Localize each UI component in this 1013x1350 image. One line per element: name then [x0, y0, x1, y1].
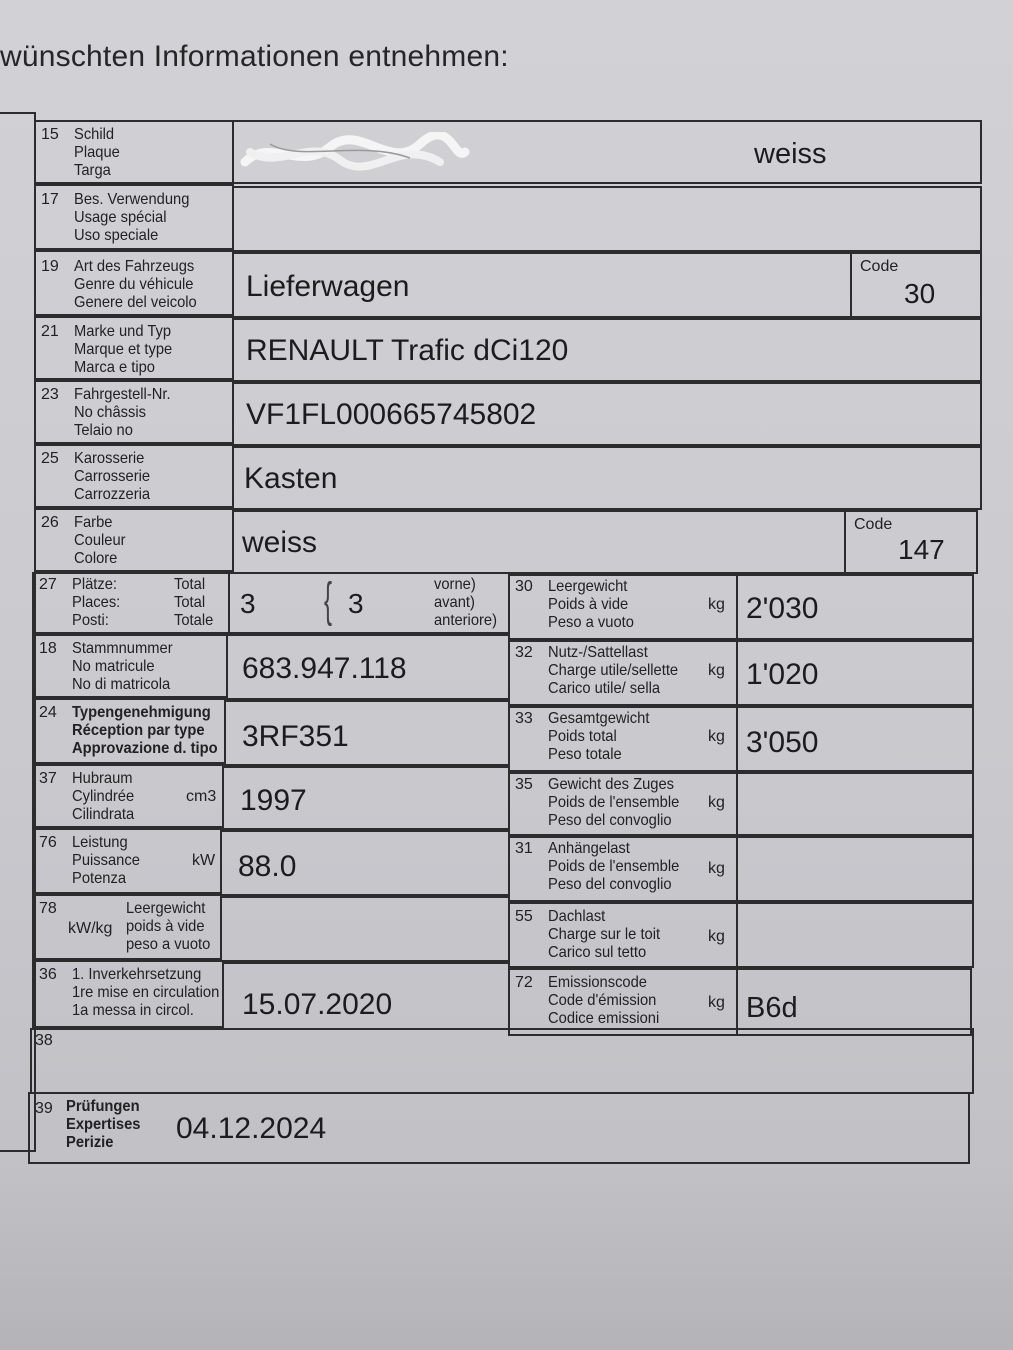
row-72-value-cell [736, 968, 972, 1036]
paper-shadow [0, 1160, 1013, 1350]
field-number: 15 [41, 126, 59, 143]
label-fr: Poids de l'ensemble [548, 858, 680, 875]
field-number: 23 [41, 386, 59, 403]
field-number: 55 [515, 908, 533, 925]
row-23-label-cell [34, 380, 234, 444]
field-number: 17 [41, 191, 59, 208]
label-fr: Places: [72, 594, 121, 611]
row-37-value-cell [222, 766, 510, 830]
row-33-label-cell [508, 706, 738, 772]
redaction-scribble [240, 132, 470, 176]
type-approval-value: 3RF351 [242, 720, 349, 753]
field-number: 32 [515, 644, 533, 661]
label-de: Bes. Verwendung [74, 191, 190, 208]
label-fr: Marque et type [74, 341, 173, 358]
label-it: Peso a vuoto [548, 614, 634, 631]
row-36-label-cell [32, 960, 224, 1028]
row-24-value-cell [224, 700, 510, 766]
vehicle-type-code: 30 [904, 278, 936, 309]
row-30-label-cell [508, 574, 738, 640]
front-label-fr: avant) [434, 594, 475, 611]
label-it: Carico utile/ sella [548, 680, 661, 697]
row-31-value-cell [736, 836, 974, 902]
row-78-value-cell [220, 896, 510, 962]
row-78-label-cell [32, 894, 222, 960]
label-de: Stammnummer [72, 640, 173, 657]
row-35-label-cell [508, 772, 738, 836]
label-fr: Genre du véhicule [74, 276, 194, 293]
row-18-value-cell [226, 634, 510, 700]
front-label-it: anteriore) [434, 612, 498, 629]
label-fr: No châssis [74, 404, 146, 421]
field-number: 21 [41, 323, 59, 340]
row-15-label-cell [34, 120, 234, 184]
field-number: 76 [39, 834, 57, 851]
row-18-label-cell [32, 634, 228, 698]
field-number: 78 [39, 900, 57, 917]
label-fr: Carrosserie [74, 468, 151, 485]
unit-label: kg [708, 794, 725, 811]
label-de: Fahrgestell-Nr. [74, 386, 171, 403]
row-76-label-cell [32, 828, 222, 894]
unit-label: kg [708, 994, 725, 1011]
label-de: Gesamtgewicht [548, 710, 650, 727]
row-72-label-cell [508, 968, 738, 1036]
row-37-label-cell [32, 764, 224, 828]
code-label: Code [860, 258, 899, 275]
label-it: Cilindrata [72, 806, 135, 823]
unit-label: kg [708, 928, 725, 945]
power-value: 88.0 [238, 850, 297, 883]
code-label: Code [854, 516, 893, 533]
field-number: 39 [35, 1100, 53, 1117]
color-code: 147 [898, 534, 945, 565]
left-margin [0, 112, 36, 1152]
front-label-de: vorne) [434, 576, 476, 593]
seats-total-value: 3 [240, 588, 256, 619]
label-de: Marke und Typ [74, 323, 172, 340]
seats-front-value: 3 [348, 588, 364, 619]
field-number: 30 [515, 578, 533, 595]
label-it: Telaio no [74, 422, 133, 439]
make-model-value: RENAULT Trafic dCi120 [246, 334, 569, 367]
row-17-label-cell [34, 184, 234, 250]
label-de: Karosserie [74, 450, 145, 467]
row-32-value-cell [736, 640, 974, 706]
field-number: 19 [41, 258, 59, 275]
row-19-value-cell [232, 252, 852, 318]
field-number: 72 [515, 974, 533, 991]
row-19-label-cell [34, 250, 234, 316]
label-de: 1. Inverkehrsetzung [72, 966, 202, 983]
field-number: 31 [515, 840, 533, 857]
displacement-value: 1997 [240, 784, 307, 817]
label-de: Gewicht des Zuges [548, 776, 674, 793]
row-33-value-cell [736, 706, 974, 772]
label-fr: Code d'émission [548, 992, 657, 1009]
label-de: Typengenehmigung [72, 704, 211, 721]
label-it: Posti: [72, 612, 109, 629]
label-fr: Couleur [74, 532, 126, 549]
label-de: Dachlast [548, 908, 606, 925]
unit-label: kg [708, 860, 725, 877]
field-number: 37 [39, 770, 57, 787]
row-36-value-cell [222, 962, 510, 1030]
vehicle-type-value: Lieferwagen [246, 270, 410, 303]
row-17-value-cell [232, 186, 982, 252]
total-label-fr: Total [174, 594, 206, 611]
label-it: No di matricola [72, 676, 171, 693]
label-it: Genere del veicolo [74, 294, 197, 311]
field-number: 33 [515, 710, 533, 727]
field-number: 38 [35, 1032, 53, 1049]
total-label-de: Total [174, 576, 206, 593]
label-it: 1a messa in circol. [72, 1002, 194, 1019]
unit-label: kW/kg [68, 920, 113, 937]
row-55-label-cell [508, 902, 738, 968]
label-fr: poids à vide [126, 918, 205, 935]
row-26-value-cell [232, 510, 846, 574]
row-21-label-cell [34, 316, 234, 380]
label-fr: Plaque [74, 144, 120, 161]
label-fr: No matricule [72, 658, 155, 675]
label-it: Perizie [66, 1134, 114, 1151]
brace-icon: { [324, 574, 333, 627]
label-fr: Cylindrée [72, 788, 135, 805]
label-it: Carico sul tetto [548, 944, 647, 961]
label-it: Carrozzeria [74, 486, 151, 503]
field-number: 25 [41, 450, 59, 467]
label-de: Leergewicht [548, 578, 628, 595]
label-de: Plätze: [72, 576, 118, 593]
row-21-value-cell [232, 318, 982, 382]
label-fr: Usage spécial [74, 209, 167, 226]
label-de: Anhängelast [548, 840, 630, 857]
label-fr: Poids à vide [548, 596, 629, 613]
row-55-value-cell [736, 902, 974, 968]
row-25-value-cell [232, 446, 982, 510]
unit-label: kg [708, 728, 725, 745]
label-fr: Réception par type [72, 722, 205, 739]
label-it: Colore [74, 550, 118, 567]
unit-label: kg [708, 662, 725, 679]
row-26-code-cell [844, 510, 978, 574]
label-de: Leergewicht [126, 900, 206, 917]
row-24-label-cell [32, 698, 226, 764]
row-31-label-cell [508, 836, 738, 902]
label-fr: Poids total [548, 728, 617, 745]
label-fr: Expertises [66, 1116, 141, 1133]
field-number: 18 [39, 640, 57, 657]
label-fr: Charge sur le toit [548, 926, 661, 943]
field-number: 36 [39, 966, 57, 983]
label-it: Uso speciale [74, 227, 159, 244]
row-15-value-cell [232, 120, 982, 184]
emission-code-value: B6d [746, 992, 798, 1024]
label-fr: Poids de l'ensemble [548, 794, 680, 811]
chassis-number-value: VF1FL000665745802 [246, 398, 537, 431]
row-27-label-cell [32, 572, 230, 634]
label-it: Marca e tipo [74, 359, 156, 376]
matriculation-number-value: 683.947.118 [242, 652, 407, 685]
label-de: Farbe [74, 514, 113, 531]
row-26-label-cell [34, 508, 234, 572]
label-fr: Charge utile/sellette [548, 662, 679, 679]
label-it: peso a vuoto [126, 936, 211, 953]
vehicle-registration-form [0, 112, 986, 1172]
label-de: Schild [74, 126, 115, 143]
payload-value: 1'020 [746, 658, 819, 691]
unit-label: kW [192, 852, 216, 869]
label-it: Targa [74, 162, 111, 179]
field-number: 24 [39, 704, 57, 721]
row-27-value-cell [228, 572, 510, 634]
first-registration-value: 15.07.2020 [242, 988, 393, 1021]
row-35-value-cell [736, 772, 974, 836]
row-76-value-cell [220, 830, 510, 896]
label-de: Leistung [72, 834, 128, 851]
total-weight-value: 3'050 [746, 726, 819, 759]
row-19-code-cell [850, 252, 982, 318]
label-fr: Puissance [72, 852, 140, 869]
label-it: Peso del convoglio [548, 876, 672, 893]
unit-label: cm3 [186, 788, 217, 805]
body-type-value: Kasten [244, 462, 338, 495]
field-number: 27 [39, 576, 57, 593]
label-de: Art des Fahrzeugs [74, 258, 195, 275]
label-it: Peso del convoglio [548, 812, 672, 829]
row-25-label-cell [34, 444, 234, 508]
plate-color-value: weiss [754, 138, 827, 170]
empty-weight-value: 2'030 [746, 592, 819, 625]
row-38-cell [30, 1028, 974, 1094]
field-number: 26 [41, 514, 59, 531]
row-32-label-cell [508, 640, 738, 706]
unit-label: kg [708, 596, 725, 613]
label-de: Nutz-/Sattellast [548, 644, 648, 661]
label-de: Prüfungen [66, 1098, 140, 1115]
label-de: Emissionscode [548, 974, 648, 991]
label-it: Codice emissioni [548, 1010, 660, 1027]
row-39-cell [28, 1092, 970, 1164]
color-value: weiss [242, 526, 318, 559]
inspection-date-value: 04.12.2024 [176, 1112, 327, 1145]
label-it: Approvazione d. tipo [72, 740, 218, 757]
label-it: Potenza [72, 870, 127, 887]
field-number: 35 [515, 776, 533, 793]
label-de: Hubraum [72, 770, 133, 787]
total-label-it: Totale [174, 612, 214, 629]
row-30-value-cell [736, 574, 974, 640]
page-header: wünschten Informationen entnehmen: [0, 40, 509, 73]
label-it: Peso totale [548, 746, 622, 763]
row-23-value-cell [232, 382, 982, 446]
label-fr: 1re mise en circulation [72, 984, 220, 1001]
